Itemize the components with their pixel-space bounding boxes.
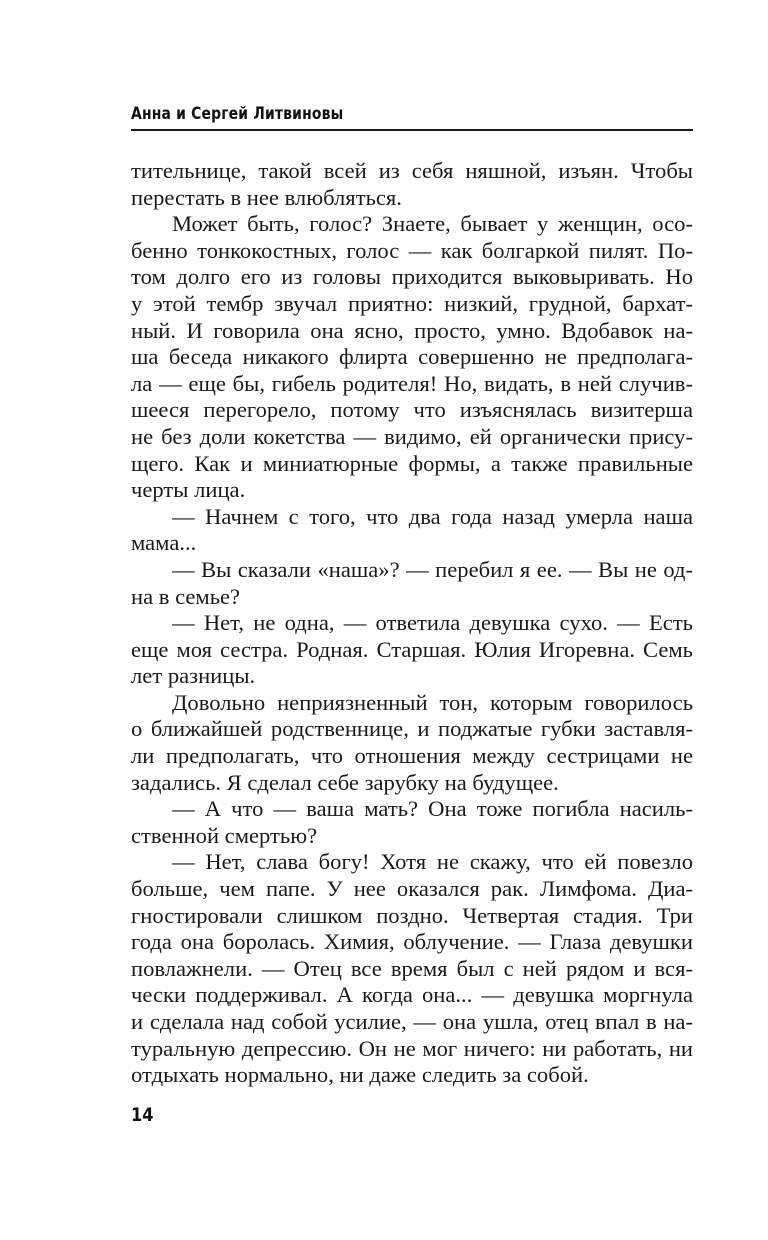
text-line: задались. Я сделал себе зарубку на будущее. xyxy=(131,769,559,795)
text-line: — Нет, слава богу! Хотя не скажу, что ей повезло xyxy=(172,849,693,875)
paragraph xyxy=(131,158,693,211)
text-line: Может быть, голос? Знаете, бывает у женщин, осо- xyxy=(172,211,693,237)
text-line: не без доли кокетства — видимо, ей органически прису- xyxy=(131,423,693,449)
text-line: — А что — ваша мать? Она тоже погибла насиль- xyxy=(172,796,693,822)
page-number: 14 xyxy=(131,1104,154,1126)
text-line: года она боролась. Химия, облучение. — Глаза девушки xyxy=(131,929,693,955)
paragraph xyxy=(131,849,693,1088)
paragraph xyxy=(131,610,693,690)
text-line: Довольно неприязненный тон, которым говорилось xyxy=(172,689,693,715)
text-line: черты лица. xyxy=(131,477,246,503)
text-line: на в семье? xyxy=(131,583,241,609)
text-line: ша беседа никакого флирта совершенно не предполага- xyxy=(131,344,693,370)
text-line: тительнице, такой всей из себя няшной, изъян. Чтобы xyxy=(131,158,693,183)
running-head: Анна и Сергей Литвиновы xyxy=(131,104,344,124)
text-line: ственной смертью? xyxy=(131,822,318,848)
text-line: повлажнели. — Отец все время был с ней рядом и вся- xyxy=(131,955,693,981)
text-line: бенно тонкокостных, голос — как болгаркой пилят. По- xyxy=(131,237,693,263)
text-line: — Вы сказали «наша»? — перебил я ее. — Вы не од- xyxy=(172,556,693,582)
text-line: ли предполагать, что отношения между сестрицами не xyxy=(131,743,693,769)
text-line: ла — еще бы, гибель родителя! Но, видать, в ней случив- xyxy=(131,370,693,396)
text-line: ный. И говорила она ясно, просто, умно. Вдобавок на- xyxy=(131,317,693,343)
text-line: больше, чем папе. У нее оказался рак. Лимфома. Диа- xyxy=(131,876,693,902)
text-line: мама... xyxy=(131,530,197,556)
paragraph xyxy=(131,211,693,504)
text-line: о ближайшей родственнице, и поджатые губки заставля- xyxy=(131,716,693,742)
paragraph xyxy=(131,796,693,849)
text-line: шееся перегорело, потому что изъяснялась визитерша xyxy=(131,397,693,423)
header-rule xyxy=(131,129,693,131)
paragraph xyxy=(131,504,693,557)
text-line: том долго его из головы приходится выковыривать. Но xyxy=(131,264,693,290)
text-line: — Начнем с того, что два года назад умерла наша xyxy=(172,503,693,529)
body-text xyxy=(131,158,693,1089)
text-line: у этой тембр звучал приятно: низкий, грудной, бархат- xyxy=(131,290,693,316)
text-line: щего. Как и миниатюрные формы, а также правильные xyxy=(131,450,693,476)
text-line: еще моя сестра. Родная. Старшая. Юлия Игоревна. Семь xyxy=(131,636,693,662)
text-line: отдыхать нормально, ни даже следить за собой. xyxy=(131,1062,589,1088)
paragraph xyxy=(131,690,693,796)
text-line: перестать в нее влюбляться. xyxy=(131,184,402,210)
text-line: туральную депрессию. Он не мог ничего: ни работать, ни xyxy=(131,1035,693,1061)
text-line: лет разницы. xyxy=(131,663,256,689)
text-line: и сделала над собой усилие, — она ушла, отец впал в на- xyxy=(131,1009,693,1034)
text-line: — Нет, не одна, — ответила девушка сухо. — Есть xyxy=(172,610,693,636)
text-line: гностировали слишком поздно. Четвертая стадия. Три xyxy=(131,902,693,928)
paragraph xyxy=(131,557,693,610)
text-line: чески поддерживал. А когда она... — девушка моргнула xyxy=(131,982,693,1008)
